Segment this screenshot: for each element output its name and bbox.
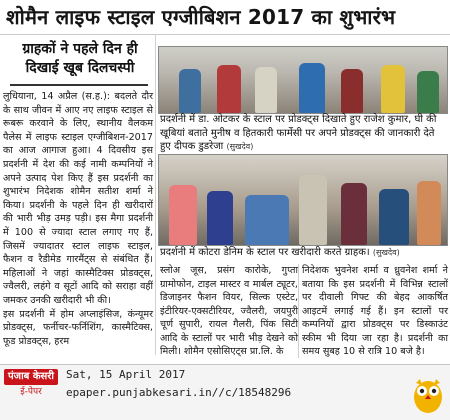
- photo-figure: [179, 69, 201, 113]
- edition-date: Sat, 15 April 2017: [66, 368, 186, 381]
- brand-name: पंजाब केसरी: [4, 369, 58, 385]
- photo-figure: [299, 175, 327, 245]
- caption-1-source: (सुखदेव): [226, 142, 254, 151]
- caption-2-text: प्रदर्शनी में कोटरा डेनिम के स्टाल पर खरीदारी करते ग्राहक।: [160, 247, 370, 258]
- right-column-text: निदेशक भुवनेश शर्मा व ध्रुवनेश शर्मा ने बताया कि इस प्रदर्शनी में विभिन्न स्टालों पर दीवाली गिफ्ट की बेहद आकर्षित आइटमें लगाई गई हैं। इन स्टालों पर कम्पनियों द्वारा प्रोडक्ट्स पर डिस्काउंट स्कीम भी दिया जा रहा है। प्रदर्शनी का समय सुबह 10 से रात्रि 10 बजे है।: [302, 265, 448, 357]
- article-url[interactable]: epaper.punjabkesari.in//c/18548296: [66, 386, 292, 399]
- photo-figure: [341, 69, 363, 113]
- photo-denim-stall: [158, 154, 448, 246]
- left-article-body: [3, 90, 153, 348]
- photo-figure: [255, 67, 277, 113]
- owl-mascot-icon: [412, 375, 444, 415]
- photo-figure: [245, 195, 289, 245]
- photo-figure: [417, 181, 441, 245]
- punjab-kesari-logo[interactable]: [4, 369, 58, 415]
- left-column: [0, 34, 156, 355]
- left-paragraph-1: लुधियाना, 14 अप्रैल (स.ह.): बदलते दौर के साथ जीवन में आए नए लाइफ स्टाइल से रूबरू करवाने के लिए, स्थानीय वैलकम पैलेस में लाइफ स्टाइल एग्जीबिशन-2017 का आज आगाज हुआ। 4 दिवसीय इस प्रदर्शनी में देश की कई नामी कम्पनियों ने अपने उत्पाद पेश किए हैं इस प्रदर्शनी का शुभारंभ निदेशक शोमैन सतीश शर्मा ने किया। प्रदर्शनी के पहले दिन ही खरीदारों की भारी भीड़ उमड़ पड़ी। इस मैगा प्रदर्शनी में 100 से ज्यादा स्टाल लगाए गए हैं, जिसमें ज्यादातर स्टाल लाइफ स्टाइल, फैशन व रैडीमेड गारमैंट्स से संबंधित हैं। महिलाओं ने जहां कास्मैटिक्स प्रोडक्ट्स, ज्वैलरी, लहंगे व सूटों आदि को सराहा वहीं जमकर उनकी खरीदारी भी की।: [3, 91, 153, 306]
- photo-figure: [417, 71, 439, 113]
- photo-figure: [381, 65, 405, 113]
- middle-column-text: स्लोअ जूस, प्रसंग कारोके, गुप्ता ग्रामोफोन, टाइल मास्टर व मार्बल ट्यूटर, डिजाइनर फैशन वियर, सिल्क एस्टेट, इंटीरियर-एक्सटीरियर, ज्वैलरी, जयपुरी चूर्ण सुपारी, रायल गैलरी, पिंक सिटी आदि के स्टालों पर भारी भीड़ देखने को मिली। शोमैन एसोसिएट्स प्रा.लि. के: [160, 265, 298, 357]
- photo-2-caption: [160, 246, 448, 260]
- photo-figure: [217, 65, 241, 113]
- edition-label: ई-पेपर: [20, 387, 42, 397]
- photo-figure: [169, 185, 197, 245]
- epaper-footer: [0, 364, 450, 420]
- left-paragraph-2: इस प्रदर्शनी में होम अप्लाइंसिज, कंन्यूमर प्रोडक्ट्स, फर्नीचर-फर्निशिंग, कास्मैटिक्स, फूड प्रोडक्ट्स, हरम: [3, 308, 153, 347]
- caption-2-source: (सुखदेव): [372, 248, 400, 257]
- subheadline: ग्राहकों ने पहले दिन ही दिखाई खूब दिलचस्पी: [22, 41, 138, 76]
- subheadline-rule: [10, 84, 148, 86]
- headline: शोमैन लाइफ स्टाइल एग्जीबिशन 2017 का शुभारंभ: [6, 5, 396, 29]
- photo-figure: [341, 183, 367, 245]
- photo-figure: [299, 63, 325, 113]
- photo-figure: [379, 189, 409, 245]
- photo-stall-products: [158, 46, 448, 114]
- caption-1-text: प्रदर्शनी में डा. ओटकर के स्टाल पर प्रोडक्ट्स दिखाते हुए राजेश कुमार, घी की खूबियां बताते मुनीष व हितकारी फार्मेसी पर अपने प्रोडक्ट्स की जानकारी देते हुए दीपक डुडरेजा: [160, 114, 437, 152]
- headline-bar: [0, 0, 450, 35]
- photo-1-caption: [160, 113, 448, 154]
- photo-figure: [207, 191, 233, 245]
